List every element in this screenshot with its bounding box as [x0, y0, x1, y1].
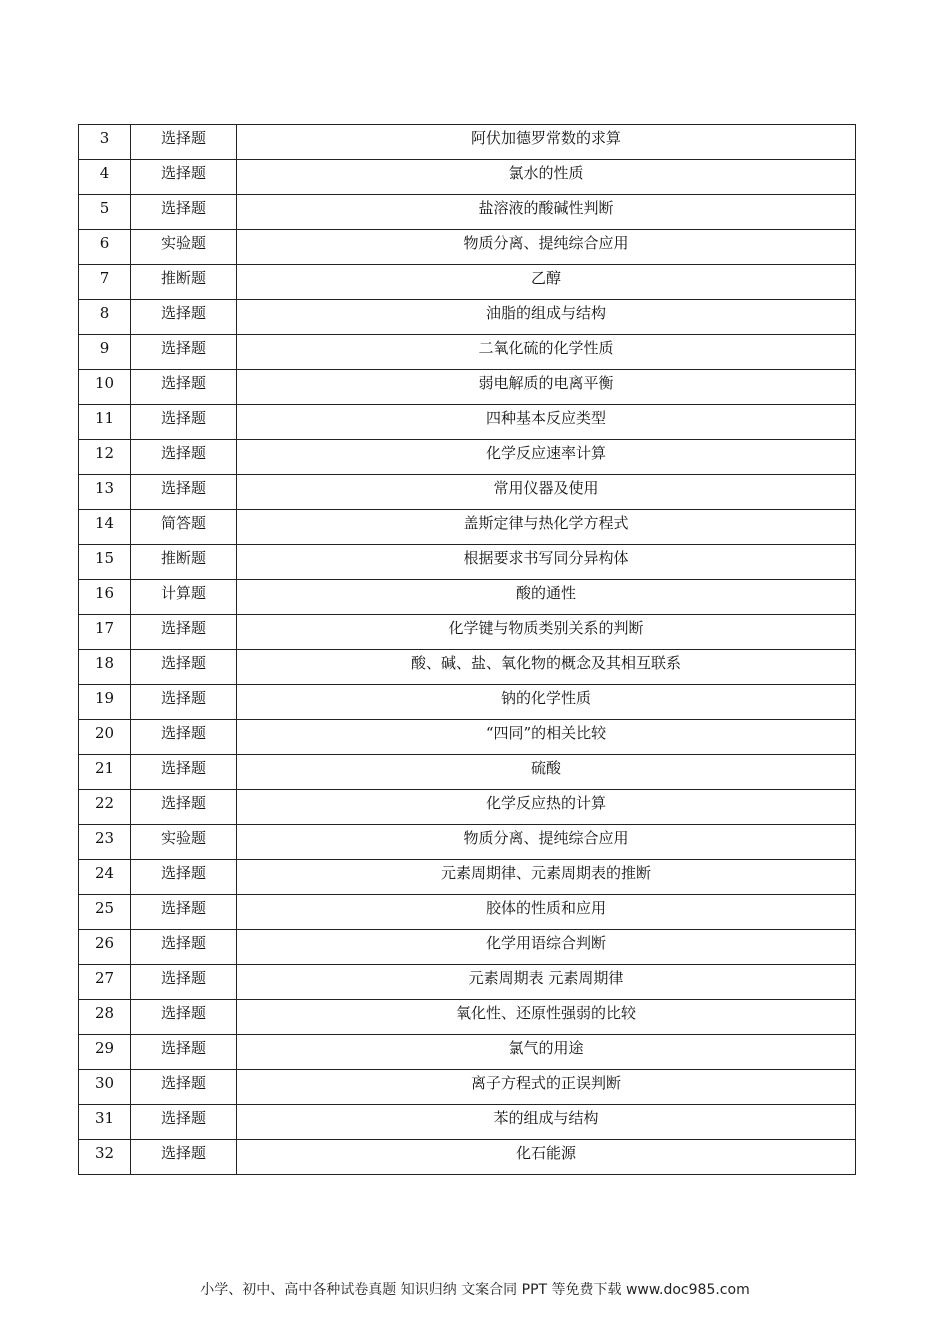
question-number-cell: 13 [79, 475, 131, 510]
question-type-cell: 实验题 [131, 825, 237, 860]
table-row [79, 405, 856, 440]
knowledge-point-cell: 物质分离、提纯综合应用 [237, 230, 856, 265]
table-row [79, 720, 856, 755]
table-row [79, 895, 856, 930]
question-type-cell: 选择题 [131, 405, 237, 440]
question-number-cell: 18 [79, 650, 131, 685]
table-row [79, 685, 856, 720]
question-number-cell: 31 [79, 1105, 131, 1140]
question-type-cell: 实验题 [131, 230, 237, 265]
question-type-cell: 选择题 [131, 1140, 237, 1175]
knowledge-point-cell: 酸、碱、盐、氧化物的概念及其相互联系 [237, 650, 856, 685]
knowledge-point-cell: 硫酸 [237, 755, 856, 790]
table-row [79, 335, 856, 370]
knowledge-point-cell: 钠的化学性质 [237, 685, 856, 720]
table-row [79, 195, 856, 230]
knowledge-point-cell: 氧化性、还原性强弱的比较 [237, 1000, 856, 1035]
knowledge-point-cell: 化学用语综合判断 [237, 930, 856, 965]
knowledge-point-cell: 苯的组成与结构 [237, 1105, 856, 1140]
knowledge-point-cell: 乙醇 [237, 265, 856, 300]
knowledge-point-cell: 元素周期律、元素周期表的推断 [237, 860, 856, 895]
knowledge-point-cell: 根据要求书写同分异构体 [237, 545, 856, 580]
question-type-cell: 简答题 [131, 510, 237, 545]
question-type-cell: 推断题 [131, 265, 237, 300]
knowledge-point-cell: 物质分离、提纯综合应用 [237, 825, 856, 860]
table-row [79, 755, 856, 790]
question-number-cell: 6 [79, 230, 131, 265]
question-type-cell: 选择题 [131, 335, 237, 370]
question-number-cell: 26 [79, 930, 131, 965]
table-row [79, 580, 856, 615]
table-row [79, 790, 856, 825]
table-row [79, 300, 856, 335]
knowledge-point-cell: 化学反应速率计算 [237, 440, 856, 475]
table-row [79, 265, 856, 300]
table-row [79, 965, 856, 1000]
question-type-cell: 计算题 [131, 580, 237, 615]
question-type-cell: 选择题 [131, 370, 237, 405]
question-number-cell: 14 [79, 510, 131, 545]
table-row [79, 440, 856, 475]
question-number-cell: 30 [79, 1070, 131, 1105]
table-row [79, 1000, 856, 1035]
question-number-cell: 29 [79, 1035, 131, 1070]
question-number-cell: 20 [79, 720, 131, 755]
question-type-cell: 选择题 [131, 195, 237, 230]
question-type-cell: 选择题 [131, 650, 237, 685]
question-topic-table [78, 124, 856, 1175]
question-number-cell: 22 [79, 790, 131, 825]
question-number-cell: 16 [79, 580, 131, 615]
knowledge-point-cell: 盐溶液的酸碱性判断 [237, 195, 856, 230]
question-type-cell: 选择题 [131, 1000, 237, 1035]
table-row [79, 615, 856, 650]
table-row [79, 930, 856, 965]
question-type-cell: 选择题 [131, 755, 237, 790]
knowledge-point-cell: 离子方程式的正误判断 [237, 1070, 856, 1105]
knowledge-point-cell: 化学反应热的计算 [237, 790, 856, 825]
table-row [79, 230, 856, 265]
question-number-cell: 7 [79, 265, 131, 300]
question-number-cell: 12 [79, 440, 131, 475]
question-type-cell: 选择题 [131, 300, 237, 335]
question-type-cell: 选择题 [131, 860, 237, 895]
question-type-cell: 选择题 [131, 930, 237, 965]
question-number-cell: 32 [79, 1140, 131, 1175]
question-type-cell: 选择题 [131, 1070, 237, 1105]
question-type-cell: 选择题 [131, 720, 237, 755]
knowledge-point-cell: 常用仪器及使用 [237, 475, 856, 510]
knowledge-point-cell: 阿伏加德罗常数的求算 [237, 125, 856, 160]
question-number-cell: 8 [79, 300, 131, 335]
question-type-cell: 选择题 [131, 1105, 237, 1140]
knowledge-point-cell: 氯水的性质 [237, 160, 856, 195]
question-number-cell: 9 [79, 335, 131, 370]
question-type-cell: 推断题 [131, 545, 237, 580]
question-number-cell: 17 [79, 615, 131, 650]
table-row [79, 650, 856, 685]
question-type-cell: 选择题 [131, 615, 237, 650]
knowledge-point-cell: 化学键与物质类别关系的判断 [237, 615, 856, 650]
question-type-cell: 选择题 [131, 965, 237, 1000]
question-number-cell: 25 [79, 895, 131, 930]
question-type-cell: 选择题 [131, 475, 237, 510]
question-type-cell: 选择题 [131, 125, 237, 160]
question-number-cell: 27 [79, 965, 131, 1000]
question-number-cell: 21 [79, 755, 131, 790]
page-footer: 小学、初中、高中各种试卷真题 知识归纳 文案合同 PPT 等免费下载 www.doc985.com [200, 1282, 750, 1298]
question-type-cell: 选择题 [131, 790, 237, 825]
knowledge-point-cell: 氯气的用途 [237, 1035, 856, 1070]
question-type-cell: 选择题 [131, 160, 237, 195]
question-number-cell: 19 [79, 685, 131, 720]
table-row [79, 1140, 856, 1175]
knowledge-point-cell: 油脂的组成与结构 [237, 300, 856, 335]
question-number-cell: 24 [79, 860, 131, 895]
question-number-cell: 4 [79, 160, 131, 195]
table-row [79, 545, 856, 580]
table-row [79, 825, 856, 860]
table-row [79, 1105, 856, 1140]
table-row [79, 1070, 856, 1105]
knowledge-point-cell: 二氧化硫的化学性质 [237, 335, 856, 370]
knowledge-point-cell: “四同”的相关比较 [237, 720, 856, 755]
table-row [79, 125, 856, 160]
question-type-cell: 选择题 [131, 440, 237, 475]
question-type-cell: 选择题 [131, 685, 237, 720]
question-number-cell: 15 [79, 545, 131, 580]
table-row [79, 510, 856, 545]
question-number-cell: 5 [79, 195, 131, 230]
table-row [79, 475, 856, 510]
table-row [79, 370, 856, 405]
table-row [79, 860, 856, 895]
knowledge-point-cell: 酸的通性 [237, 580, 856, 615]
table-row [79, 160, 856, 195]
knowledge-point-cell: 元素周期表 元素周期律 [237, 965, 856, 1000]
question-number-cell: 11 [79, 405, 131, 440]
question-number-cell: 3 [79, 125, 131, 160]
knowledge-point-cell: 四种基本反应类型 [237, 405, 856, 440]
question-number-cell: 10 [79, 370, 131, 405]
knowledge-point-cell: 弱电解质的电离平衡 [237, 370, 856, 405]
knowledge-point-cell: 盖斯定律与热化学方程式 [237, 510, 856, 545]
table-body [79, 125, 856, 1175]
question-number-cell: 28 [79, 1000, 131, 1035]
table-row [79, 1035, 856, 1070]
knowledge-point-cell: 胶体的性质和应用 [237, 895, 856, 930]
question-type-cell: 选择题 [131, 1035, 237, 1070]
question-type-cell: 选择题 [131, 895, 237, 930]
question-number-cell: 23 [79, 825, 131, 860]
knowledge-point-cell: 化石能源 [237, 1140, 856, 1175]
